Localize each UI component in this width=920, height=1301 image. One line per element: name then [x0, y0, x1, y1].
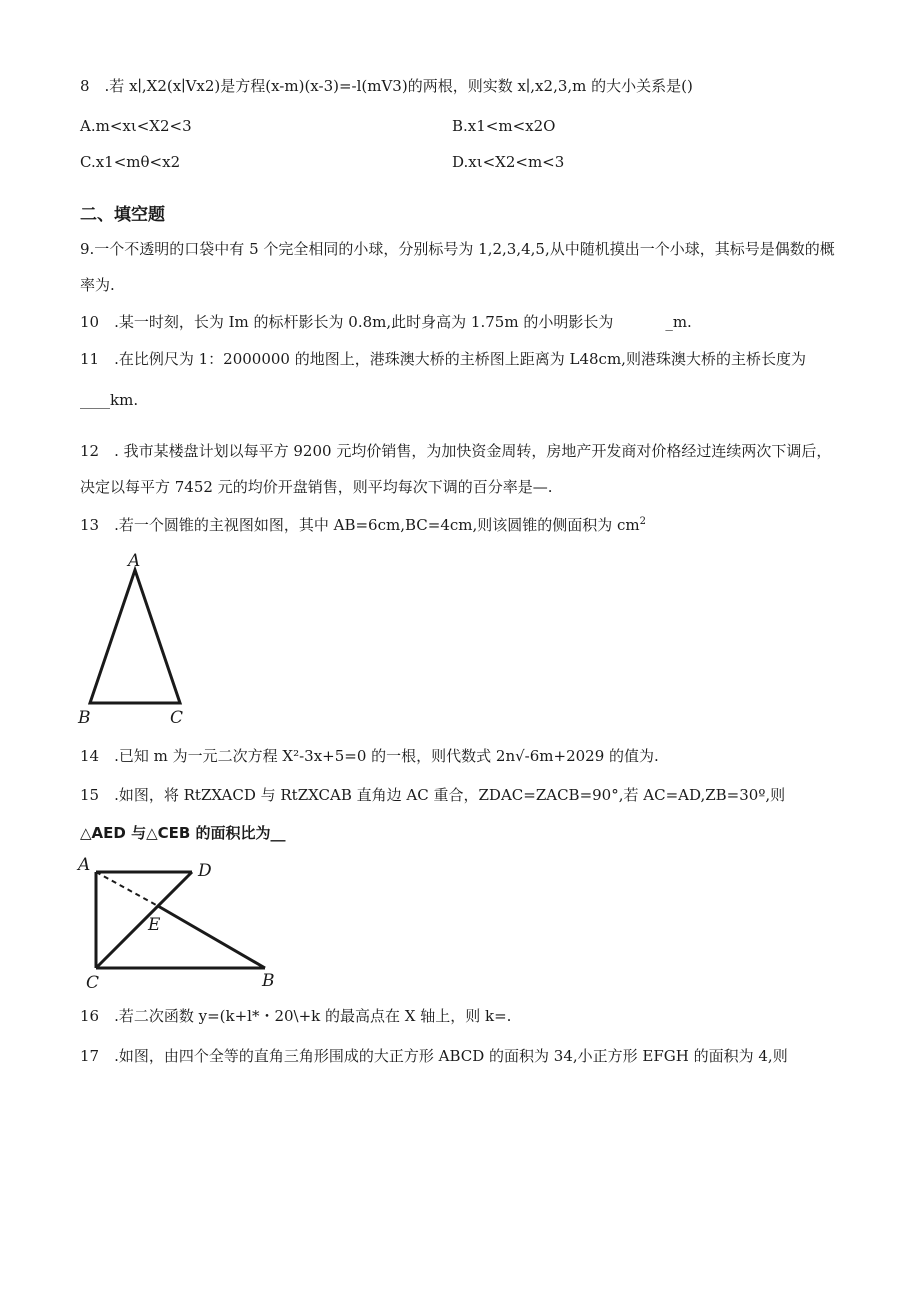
q8-option-b: B.x1<m<x2O: [452, 117, 556, 135]
question-14-text: 14 .已知 m 为一元二次方程 X²-3x+5=0 的一根，则代数式 2n√-6m+2029 的值为.: [80, 747, 659, 765]
question-15-line1: 15 .如图，将 RtZXACD 与 RtZXCAB 直角边 AC 重合，ZDAC=ZACB=90°,若 AC=AD,ZB=30º,则: [80, 786, 786, 804]
question-11-line2: ____km.: [80, 391, 139, 409]
question-17-text: 17 .如图，由四个全等的直角三角形围成的大正方形 ABCD 的面积为 34,小正方形 EFGH 的面积为 4,则: [80, 1047, 788, 1065]
label-c: C: [170, 708, 184, 728]
question-10-suffix: _m.: [665, 313, 692, 331]
question-10-text: [80, 312, 692, 332]
question-13-body: 13 .若一个圆锥的主视图如图，其中 AB=6cm,BC=4cm,则该圆锥的侧面积为 cm: [80, 516, 640, 534]
question-13-text: [80, 512, 646, 535]
triangle-abc: [90, 570, 180, 703]
question-15-line2: △AED 与△CEB 的面积比为__: [80, 824, 286, 842]
label-a: A: [78, 855, 91, 875]
question-13-superscript: 2: [639, 516, 647, 527]
label-c: C: [86, 973, 100, 992]
label-a: A: [128, 551, 141, 571]
question-11-line1: 11 .在比例尺为 1：2000000 的地图上，港珠澳大桥的主桥图上距离为 L48cm,则港珠澳大桥的主桥长度为: [80, 350, 806, 368]
question-12-line2: 决定以每平方 7452 元的均价开盘销售，则平均每次下调的百分率是—.: [80, 478, 553, 496]
label-d: D: [198, 861, 212, 881]
q8-option-a: A.m<xι<X2<3: [80, 117, 192, 135]
section-title-fill-in: 二、填空题: [80, 205, 165, 225]
label-e: E: [148, 915, 161, 935]
q15-two-right-triangles-figure: [70, 852, 290, 992]
q13-cone-front-view-figure: [70, 548, 200, 730]
label-b: B: [262, 971, 275, 991]
question-8-text: 8 .若 x∣,X2(x∣Vx2)是方程(x-m)(x-3)=-l(mV3)的两根，则实数 x∣,x2,3,m 的大小关系是(): [80, 77, 693, 95]
question-12-line1: 12 . 我市某楼盘计划以每平方 9200 元均价销售，为加快资金周转，房地产开发商对价格经过连续两次下调后，: [80, 442, 832, 460]
q8-option-d: D.xι<X2<m<3: [452, 153, 565, 171]
question-9-line1: 9.一个不透明的口袋中有 5 个完全相同的小球，分别标号为 1,2,3,4,5,从中随机摸出一个小球，其标号是偶数的概: [80, 240, 835, 258]
question-10-body: 10 .某一时刻，长为 Im 的标杆影长为 0.8m,此时身高为 1.75m 的小明影长为: [80, 313, 614, 331]
question-9-line2: 率为.: [80, 276, 115, 294]
question-16-text: 16 .若二次函数 y=(k+l*・20\+k 的最高点在 X 轴上，则 k=.: [80, 1007, 512, 1025]
label-b: B: [78, 708, 91, 728]
q8-option-c: C.x1<mθ<x2: [80, 153, 181, 171]
